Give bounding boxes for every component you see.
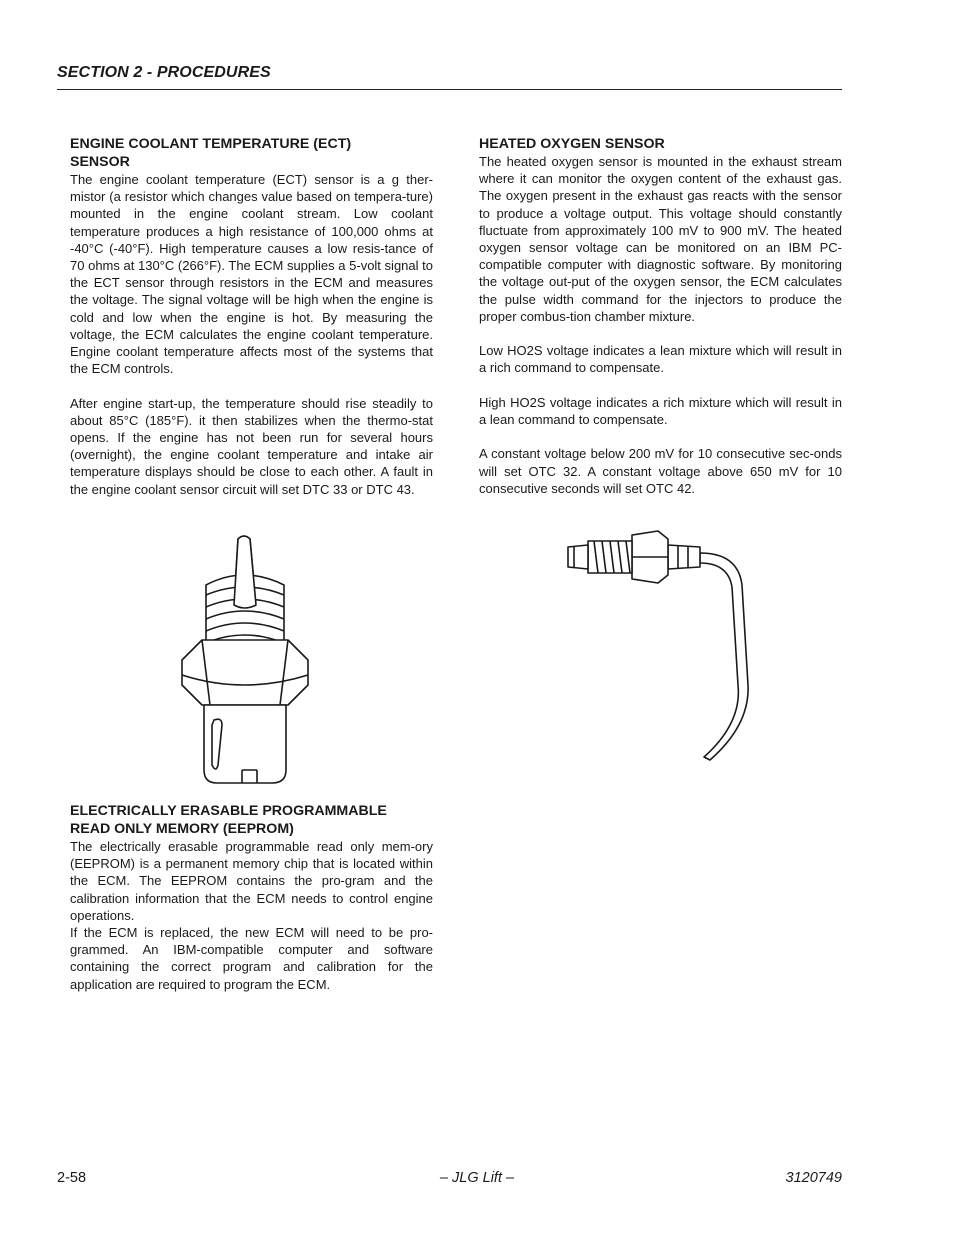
- eeprom-heading-line1: ELECTRICALLY ERASABLE PROGRAMMABLE: [70, 803, 387, 819]
- ho2s-heading: HEATED OXYGEN SENSOR: [479, 136, 665, 152]
- ect-paragraph-2: After engine start-up, the temperature should rise steadily to about 85°C (185°F). it then stabilizes when the thermo-stat opens. If the engine has not been run for several hours (overnight), the engine coolant temperature and intake air temperature displays should be close to each other. A fault in the engine coolant sensor circuit will set DTC 33 or DTC 43.: [70, 395, 433, 497]
- ho2s-paragraph-3: High HO2S voltage indicates a rich mixture which will result in a lean command to compensate.: [479, 394, 842, 428]
- ect-paragraph-1: The engine coolant temperature (ECT) sensor is a g ther-mistor (a resistor which changes value based on tempera-ture) mounted in the engine coolant stream. Low coolant temperature produces a high resistance of 100,000 ohms at -40°C (-40°F). High temperature causes a low resis-tance of 70 ohms at 130°C (266°F). The ECM supplies a 5-volt signal to the ECT sensor through resistors in the ECM and measures the voltage. The signal voltage will be high when the engine is cold and low when the engine is hot. By measuring the voltage, the ECM calculates the engine coolant temperature. Engine coolant temperature affects most of the systems that the ECM controls.: [70, 172, 433, 377]
- document-number: 3120749: [785, 1170, 842, 1186]
- ect-section: [70, 135, 433, 498]
- ho2s-paragraph-4: A constant voltage below 200 mV for 10 consecutive sec-onds will set OTC 32. A constant voltage above 650 mV for 10 consecutive seconds will set OTC 42.: [479, 446, 842, 496]
- oxygen-sensor-illustration-icon: [560, 525, 760, 770]
- header-rule: [57, 89, 842, 90]
- eeprom-heading-line2: READ ONLY MEMORY (EEPROM): [70, 821, 294, 837]
- ect-sensor-illustration-icon: [172, 525, 317, 787]
- eeprom-section: [70, 802, 433, 993]
- ho2s-paragraph-1: The heated oxygen sensor is mounted in the exhaust stream where it can monitor the oxygen content of the exhaust gas. The oxygen present in the exhaust gas reacts with the sensor to produce a voltage output. This voltage should constantly fluctuate from approximately 100 mV to 900 mV. The heated oxygen sensor voltage can be monitored on an IBM PC-compatible computer with diagnostic software. By monitoring the voltage out-put of the oxygen sensor, the ECM calculates the pulse width command for the injectors to produce the proper combus-tion chamber mixture.: [479, 154, 842, 324]
- eeprom-paragraph-1: The electrically erasable programmable read only mem-ory (EEPROM) is a permanent memory chip that is located within the ECM. The EEPROM contains the pro-gram and the calibration information that the ECM needs to control engine operations.: [70, 839, 433, 923]
- section-title: SECTION 2 - PROCEDURES: [57, 64, 271, 81]
- ect-heading-line1: ENGINE COOLANT TEMPERATURE (ECT): [70, 136, 352, 152]
- ho2s-section: [479, 135, 842, 497]
- ect-heading-line2: SENSOR: [70, 154, 130, 170]
- page-number: 2-58: [57, 1170, 87, 1186]
- footer-brand: – JLG Lift –: [439, 1170, 515, 1186]
- ho2s-paragraph-2: Low HO2S voltage indicates a lean mixture which will result in a rich command to compensate.: [479, 343, 842, 376]
- eeprom-paragraph-2: If the ECM is replaced, the new ECM will need to be pro-grammed. An IBM-compatible computer and software containing the correct program and calibration for the application are required to program the ECM.: [70, 925, 433, 992]
